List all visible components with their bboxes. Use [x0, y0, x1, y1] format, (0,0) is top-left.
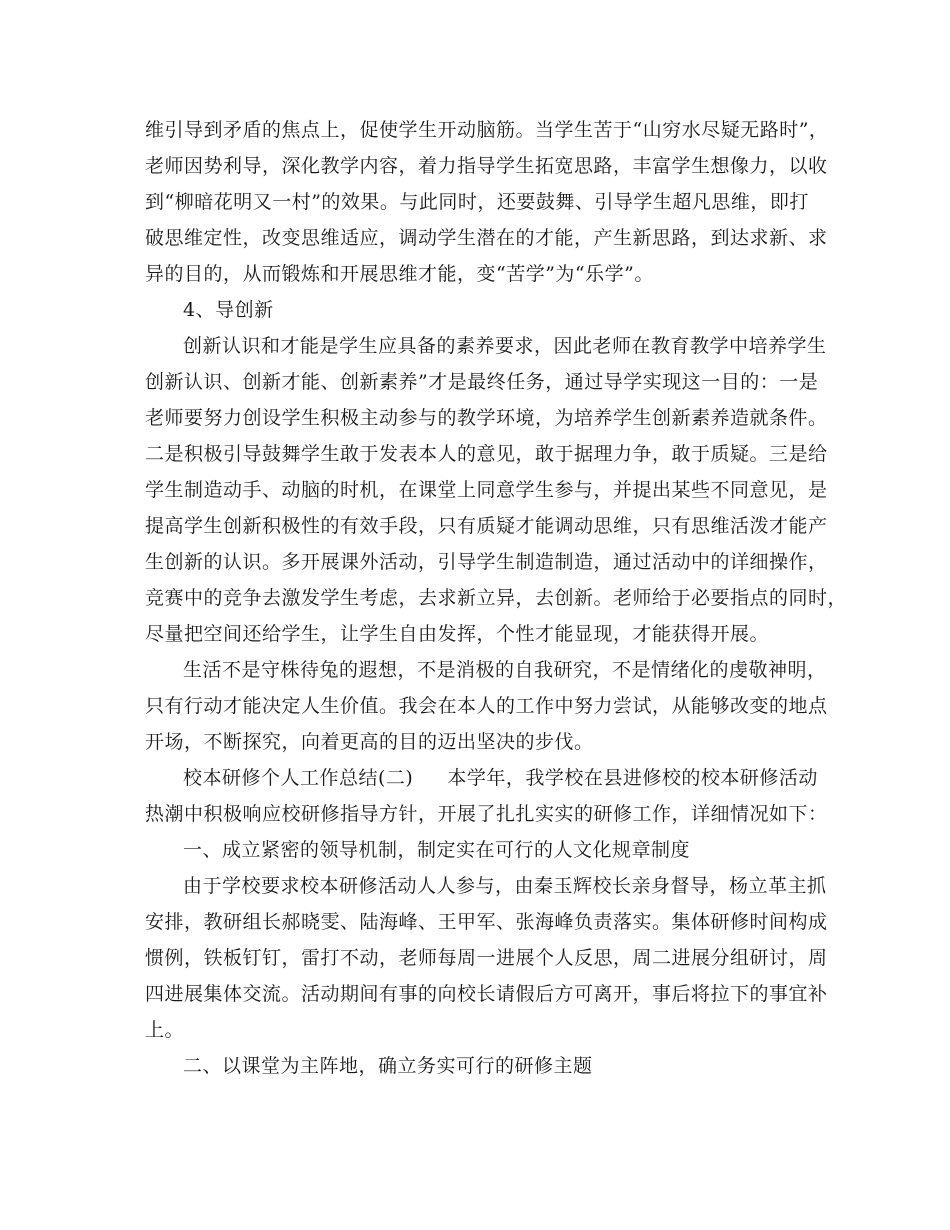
summary-title: 校本研修个人工作总结(二) [183, 767, 414, 789]
paragraph-thinking-guidance [145, 112, 829, 292]
text-line: 提高学生创新积极性的有效手段，只有质疑才能调动思维，只有思维活泼才能产 [145, 515, 828, 537]
text-line: 到“柳暗花明又一村”的效果。与此同时，还要鼓舞、引导学生超凡思维，即打 [145, 191, 809, 213]
text-line: 异的目的，从而锻炼和开展思维才能，变“苦学”为“乐学”。 [145, 263, 654, 285]
text-line: 二是积极引导鼓舞学生敢于发表本人的意见，敢于据理力争，敢于质疑。三是给 [145, 443, 828, 465]
text-line: 热潮中积极响应校研修指导方针，开展了扎扎实实的研修工作，详细情况如下： [145, 803, 828, 825]
text-line: 只有行动才能决定人生价值。我会在本人的工作中努力尝试，从能够改变的地点 [145, 695, 828, 717]
section-heading-leadership [145, 832, 805, 868]
text-line: 尽量把空间还给学生，让学生自由发挥，个性才能显现，才能获得开展。 [145, 623, 770, 645]
text-line: 破思维定性，改变思维适应，调动学生潜在的才能，产生新思路，到达求新、求 [145, 227, 828, 249]
text-line: 由于学校要求校本研修活动人人参与，由秦玉辉校长亲身督导，杨立革主抓 [183, 875, 827, 897]
paragraph-innovation [145, 328, 848, 652]
text-line [145, 760, 818, 796]
text-line: 生活不是守株待兔的遐想，不是消极的自我研究，不是情绪化的虔敬神明， [183, 659, 827, 681]
paragraph-leadership [145, 868, 828, 1048]
text-line: 创新认识、创新才能、创新素养”才是最终任务，通过导学实现这一目的：一是 [145, 371, 819, 393]
text-line: 四进展集体交流。活动期间有事的向校长请假后方可离开，事后将拉下的事宜补 [145, 983, 828, 1005]
text-line: 一、成立紧密的领导机制，制定实在可行的人文化规章制度 [183, 839, 691, 861]
text-line: 竞赛中的竞争去激发学生考虑，去求新立异，去创新。老师给于必要指点的同时， [145, 587, 848, 609]
text-line: 安排，教研组长郝晓雯、陆海峰、王甲军、张海峰负责落实。集体研修时间构成 [145, 911, 828, 933]
section-heading-innovation [145, 292, 805, 328]
text-line: 学生制造动手、动脑的时机，在课堂上同意学生参与，并提出某些不同意见，是 [145, 479, 828, 501]
paragraph-summary-two [145, 760, 828, 832]
text-line: 开场，不断探究，向着更高的目的迈出坚决的步伐。 [145, 731, 594, 753]
text-line: 二、以课堂为主阵地，确立务实可行的研修主题 [183, 1055, 593, 1077]
text-line: 老师因势利导，深化教学内容，着力指导学生拓宽思路，丰富学生想像力，以收 [145, 155, 828, 177]
section-heading-classroom [145, 1048, 805, 1084]
paragraph-life-action [145, 652, 828, 760]
text-line: 上。 [145, 1019, 185, 1041]
text-line: 维引导到矛盾的焦点上，促使学生开动脑筋。当学生苦于“山穷水尽疑无路时”， [145, 119, 829, 141]
summary-intro: 本学年，我学校在县进修校的校本研修活动 [447, 767, 818, 789]
text-line: 创新认识和才能是学生应具备的素养要求，因此老师在教育教学中培养学生 [183, 335, 827, 357]
text-line: 老师要努力创设学生积极主动参与的教学环境，为培养学生创新素养造就条件。 [145, 407, 828, 429]
text-line: 生创新的认识。多开展课外活动，引导学生制造制造，通过活动中的详细操作， [145, 551, 828, 573]
text-line: 惯例，铁板钉钉，雷打不动，老师每周一进展个人反思，周二进展分组研讨，周 [145, 947, 828, 969]
document-body [145, 112, 848, 1084]
text-line: 4、导创新 [183, 299, 274, 321]
